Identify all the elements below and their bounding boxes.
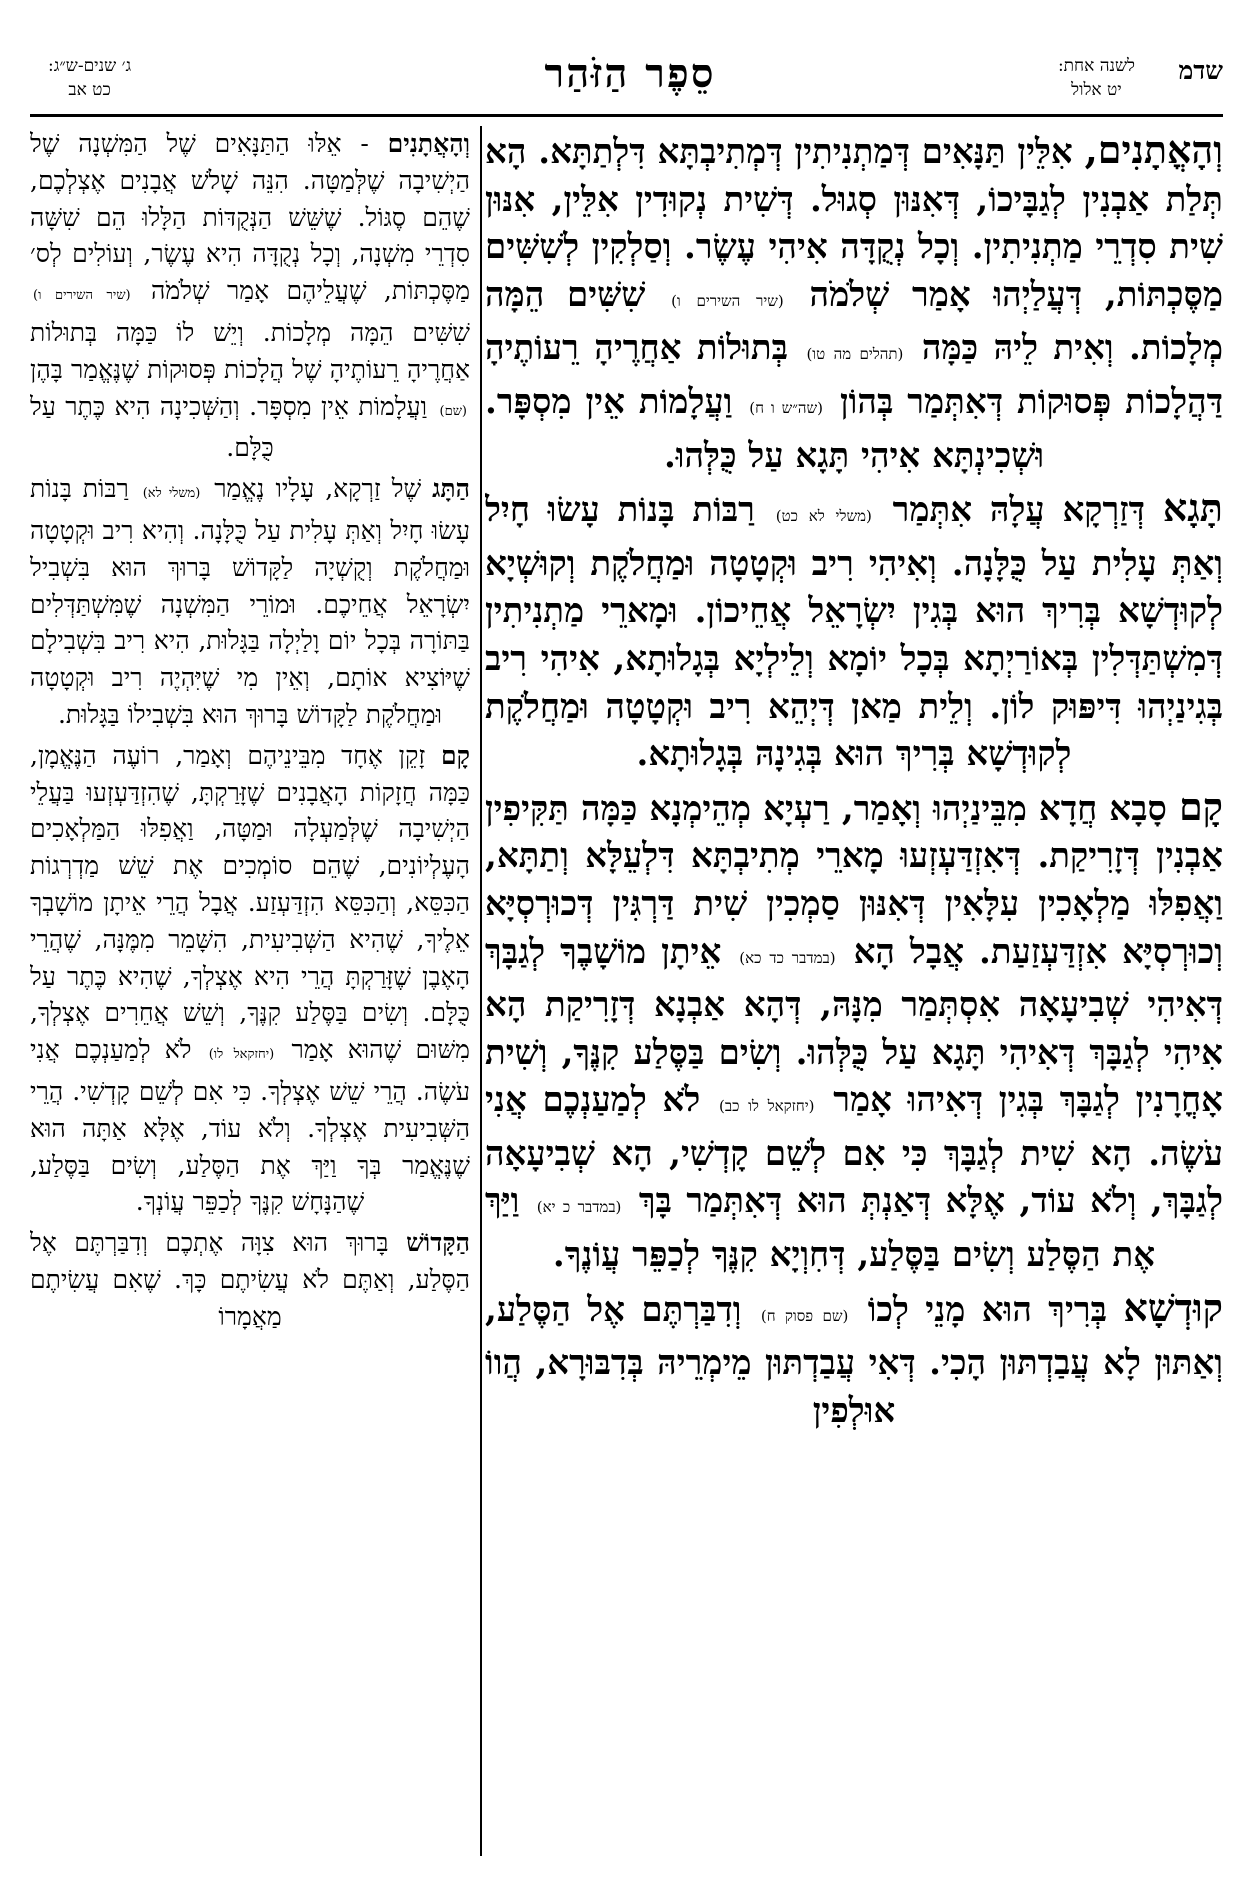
translation-paragraph-2 [30,471,470,734]
paragraph-text: לֹא לְמַעַנְכֶם אֲנִי עֹשֶׂה. הֲרֵי שֵׁשׁ אֶצְלְךָ. כִּי אִם לְשֵׁם קָדְשִׁי. הֲרֵי הַשְּׁבִיעִית אֶצְלְךָ. וְלֹא עוֹד, אֶלָּא אַתָּה הוּא שֶׁנֶּאֱמַר בְּךָ וַיַּךְ אֶת הַסֶּלַע, וְשִׂים בַּסֶּלַע, שֶׁהַנָּחָשׁ קִנֶּךָ לְכַפֵּר עֲוֹנְךָ. [30,1035,470,1217]
paragraph-lead-word: קָם [1178,783,1223,829]
schedule-one-year-label: לשנה אחת: [1057,56,1135,76]
paragraph-text: אֵיתָן מוֹשָׁבֶךָ לְגַבָּךְ דְּאִיהִי שְׁבִיעָאָה אִסְתְּמַר מִנָּהּ, דְּהָא אַבְנָא דְּזָרִיקַת הָא אִיהִי לְגַבָּךְ דְּאִיהִי תָּגָא עַל כֻּלְּהוּ. וְשִׂים בַּסֶּלַע קִנֶּךָ, וְשִׁית אָחֳרָנִין לְגַבָּךְ בְּגִין דְּאִיהוּ אָמַר [485,931,1223,1121]
main-paragraph-2 [485,484,1223,779]
paragraph-text: בְּתוּלוֹת אַחֲרֶיהָ רֵעוֹתֶיהָ דַּהֲלָכוֹת פְּסוּקוֹת דְּאִתְּמַר בְּהוֹן [485,328,1223,422]
page-number: שדמ [1178,56,1223,85]
paragraph-text: אִלֵּין תַּנָּאִים דְּמַתְנִיתִין דְּמְתִיבְתָּא דִּלְתַתָּא. הָא תְּלַת אַבְנִין לְגַבָּיכוֹ, דְּאִנּוּן סְגוּל. דְּשִׁית נְקוּדִין אִלֵּין, אִנּוּן שִׁית סִדְרֵי מַתְנִיתִין. וְכָל נְקֻדָּה אִיהִי עֶשֶׂר. וְסַלְקִין לְשִׁשִּׁים מַסֶּכְתּוֹת, דְּעֲלַיְהוּ אָמַר שְׁלֹמֹה [485,132,1223,315]
source-reference: (במדבר כד כא) [739,948,836,967]
translation-paragraph-1 [30,126,470,467]
main-paragraph-4 [485,1284,1223,1436]
translation-paragraph-4 [30,1225,470,1335]
translation-paragraph-3 [30,738,470,1221]
paragraph-lead-word: הַקָּדוֹשׁ [406,1228,470,1258]
source-reference: (יחזקאל לו) [208,1047,275,1063]
source-reference: (שה״ש ו ח) [749,398,824,417]
paragraph-text: סָבָא חֲדָא מִבֵּינַיְהוּ וְאָמַר, רַעְיָא מְהֵימְנָא כַּמָּה תַּקִּיפִין אַבְנִין דְּזָרִיקַת. דְּאִזְדַּעְזְעוּ מָארֵי מְתִיבְתָּא דִּלְעֵלָּא וְתַתָּא, וַאֲפִלּוּ מַלְאָכִין עִלָּאִין דְּאִנּוּן סַמְכִין שִׁית דַּרְגִּין דְּכוּרְסְיָּא וְכוּרְסְיָּא אִזְדַּעְזַעַת. אֲבָל הָא [485,788,1223,972]
book-title: סֵפֶר הַזֹּהַר [544,50,716,97]
schedule-three-years [48,54,131,102]
schedule-three-years-label: ג׳ שנים-ש״ג: [48,56,132,76]
main-paragraph-1 [485,126,1223,480]
paragraph-lead-word: וְהָאֲתָנִים [387,129,470,158]
paragraph-lead-word: קָם [441,740,470,770]
main-text-column [485,126,1223,1856]
paragraph-lead-word: קוּדְשָׁא [1123,1284,1223,1330]
paragraph-lead-word: הַתָּג [432,474,470,504]
translation-column [30,126,470,1856]
zohar-page [30,50,1223,1860]
source-reference: (שם) [439,403,467,419]
paragraph-text: לֹא לְמַעַנְכֶם אֲנִי עֹשֶׂה. הָא שִׁית לְגַבָּךְ כִּי אִם לְשֵׁם קָדְשִׁי, הָא שְׁבִיעָאָה לְגַבָּךְ, וְלֹא עוֹד, אֶלָּא דְּאַנְתְּ הוּא דְּאִתְּמַר בָּךְ [485,1080,1223,1222]
source-reference: (שיר השירים ו) [671,291,784,310]
header-divider [30,114,1223,117]
paragraph-text: שִׁשִּׁים הֵמָּה מְלָכוֹת. וְיֵשׁ לוֹ כַּמָּה בְּתוּלוֹת אַחֲרֶיהָ רֵעוֹתֶיהָ שֶׁל הֲלָכוֹת פְּסוּקוֹת שֶׁנֶּאֱמַר בָּהֶן [30,317,470,384]
paragraph-text: וַעֲלָמוֹת אֵין מִסְפָּר. וְהַשְּׁכִינָה הִיא כֶּתֶר עַל כֻּלָּם. [30,391,428,463]
source-reference: (שיר השירים ו) [33,288,131,304]
paragraph-text: שֶׁל זַרְקָא, עָלָיו נֶאֱמַר [214,474,422,504]
paragraph-text: וְדִבַּרְתֶּם אֶל הַסֶּלַע, וְאַתּוּן לָא עֲבַדְתּוּן הָכִי. דְּאִי עֲבַדְתּוּן מֵימְרֵיהּ בְּדִבּוּרָא, הֲווֹ אוּלְפִין [485,1289,1223,1431]
paragraph-text: דְּזַרְקָא עֲלָהּ אִתְּמַר [892,490,1146,531]
source-reference: (משלי לא) [142,486,201,502]
paragraph-text: רַבּוֹת בָּנוֹת עָשׂוּ חָיִל וְאַתְּ עָלִית עַל כֻּלָּנָה. וְאִיהִי רִיב וּקְטָטָה וּמַחֲלֹקֶת וְקוּשְׁיָא לְקוּדְשָׁא בְּרִיךְ הוּא בְּגִין יִשְׂרָאֵל אֲחֵיכוֹן. וּמָארֵי מַתְנִיתִין דְּמִשְׁתַּדְּלִין בְּאוֹרַיְתָא בְּכָל יוֹמָא וְלֵילְיָא בְּגָלוּתָא, אִיהִי רִיב בְּגִינַיְהוּ דִּיפּוּק לוֹן. וְלֵית מַאן דְּיְהֵא רִיב וּקְטָטָה וּמַחֲלֹקֶת לְקוּדְשָׁא בְּרִיךְ הוּא בְּגִינָהּ בְּגָלוּתָא. [485,490,1223,775]
schedule-three-years-date: כט אב [68,80,111,100]
source-reference: (יחזקאל לו כב) [718,1097,815,1116]
source-reference: (במדבר כ יא) [536,1198,622,1217]
schedule-one-year-date: יט אלול [1071,80,1122,100]
paragraph-lead-word: וְהָאֳתָנִים, [1084,127,1223,172]
paragraph-text: וַעֲלָמוֹת אֵין מִסְפָּר. וּשְׁכִינְתָּא אִיהִי תָּגָא עַל כֻּלְּהוּ. [485,381,1045,476]
paragraph-lead-word: תָּגָא [1162,485,1223,531]
main-paragraph-3 [485,783,1223,1280]
source-reference: (שם פסוק ח) [760,1306,849,1325]
column-divider [480,126,482,1856]
paragraph-text: - אֵלּוּ הַתַּנָּאִים שֶׁל הַמִּשְׁנָה שֶׁל הַיְשִׁיבָה שֶׁלְּמַטָּה. הִנֵּה שָׁלֹשׁ אֲבָנִים אֶצְלְכֶם, שֶׁהֵם סֶגּוֹל. שֶׁשֵּׁשׁ הַנְּקֻדּוֹת הַלָּלוּ הֵם שִׁשָּׁה סִדְרֵי מִשְׁנָה, וְכָל נְקֻדָּה הִיא עֶשֶׂר, וְעוֹלִים לְס׳ מַסֶּכְתּוֹת, שֶׁעֲלֵיהֶם אָמַר שְׁלֹמֹה [30,129,470,306]
paragraph-text: בָּרוּךְ הוּא צִוָּה אֶתְכֶם וְדִבַּרְתֶּם אֶל הַסֶּלַע, וְאַתֶּם לֹא עֲשִׂיתֶם כָּךְ. שֶׁאִם עֲשִׂיתֶם מַאֲמָרוֹ [30,1228,470,1331]
page-header [30,50,1223,112]
paragraph-text: בְּרִיךְ הוּא מָנֵי לְכוֹ [867,1289,1107,1330]
schedule-one-year [1058,54,1135,102]
paragraph-text: שִׁשִּׁים הֵמָּה מְלָכוֹת. וְאִית לֵיהּ כַּמָּה [485,274,1223,369]
paragraph-text: זָקֵן אֶחָד מִבֵּינֵיהֶם וְאָמַר, רוֹעֶה הַנֶּאֱמָן, כַּמָּה חֲזָקוֹת הָאֲבָנִים שֶׁזָּרַקְתָּ, שֶׁהִזְדַּעְזְעוּ בַּעֲלֵי הַיְשִׁיבָה שֶׁלְּמַעְלָה וּמַטָּה, וַאֲפִלּוּ הַמַּלְאָכִים הָעֶלְיוֹנִים, שֶׁהֵם סוֹמְכִים אֶת שֵׁשׁ מַדְרְגוֹת הַכִּסֵּא, וְהַכִּסֵּא הִזְדַּעְזַע. אֲבָל הֲרֵי אֵיתָן מוֹשָׁבְךָ אֵלֶיךָ, שֶׁהִיא הַשְּׁבִיעִית, הִשָּׁמֵר מִמֶּנָּה, שֶׁהֲרֵי הָאֶבֶן שֶׁזָּרַקְתָּ הֲרֵי הִיא אֶצְלְךָ, שֶׁהִיא כֶּתֶר עַל כֻּלָּם. וְשִׂים בַּסֶּלַע קִנֶּךָ, וְשֵׁשׁ אֲחֵרִים אֶצְלְךָ, מִשּׁוּם שֶׁהוּא אָמַר [30,740,470,1065]
paragraph-text: רַבּוֹת בָּנוֹת עָשׂוּ חָיִל וְאַתְּ עָלִית עַל כֻּלָּנָה. וְהִיא רִיב וּקְטָטָה וּמַחֲלֹקֶת וְקֻשְׁיָה לַקָּדוֹשׁ בָּרוּךְ הוּא בִּשְׁבִיל יִשְׂרָאֵל אֲחֵיכֶם. וּמוֹרֵי הַמִּשְׁנָה שֶׁמִּשְׁתַּדְּלִים בַּתּוֹרָה בְּכָל יוֹם וָלַיְלָה בַּגָּלוּת, הִיא רִיב בִּשְׁבִילָם שֶׁיּוֹצִיא אוֹתָם, וְאֵין מִי שֶׁיִּהְיֶה רִיב וּקְטָטָה וּמַחֲלֹקֶת לַקָּדוֹשׁ בָּרוּךְ הוּא בִּשְׁבִילוֹ בַּגָּלוּת. [30,474,470,729]
source-reference: (משלי לא כט) [775,507,872,526]
paragraph-text: וַיַּךְ אֶת הַסֶּלַע וְשִׂים בַּסֶּלַע, דְּחִוְיָא קִנֶּךָ לְכַפֵּר עֲוֹנֶךָ. [485,1181,1156,1276]
source-reference: (תהלים מה טו) [806,345,904,364]
